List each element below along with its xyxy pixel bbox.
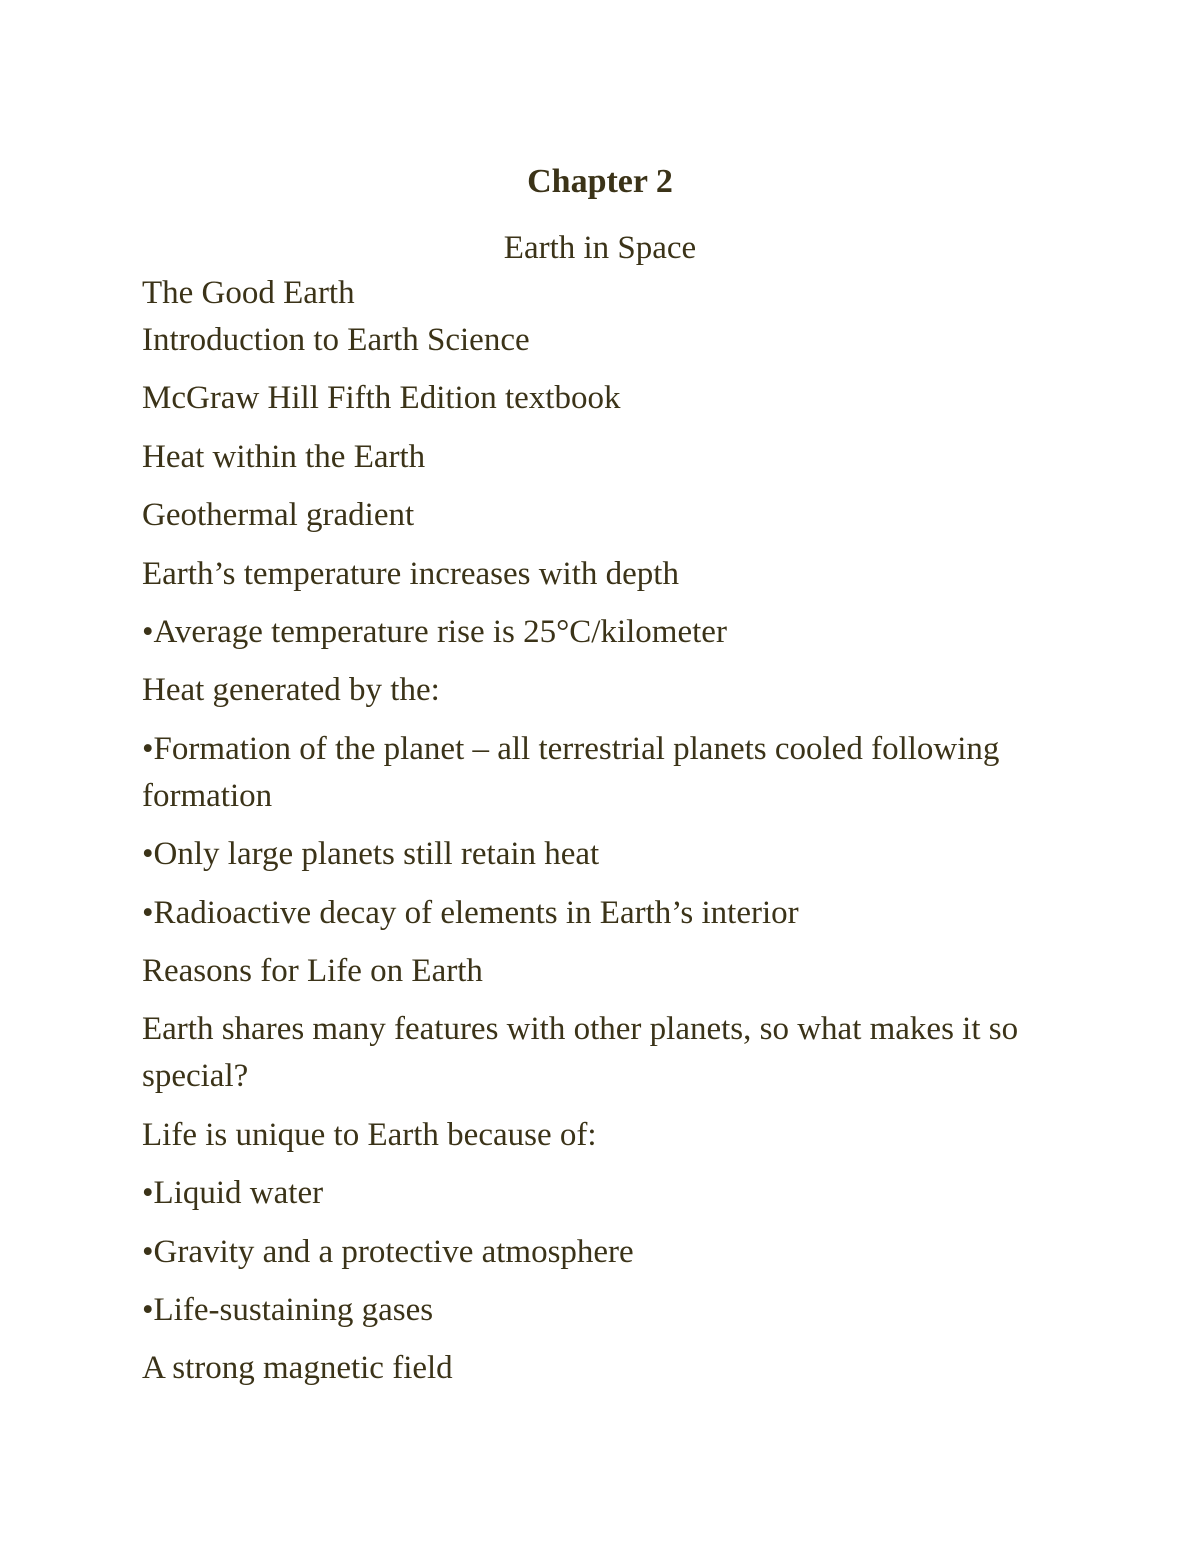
bullet-life-sustaining-gases: •Life-sustaining gases — [142, 1292, 434, 1328]
text-line-geothermal-gradient: Geothermal gradient — [142, 497, 415, 533]
text-line-good-earth: The Good Earth — [142, 275, 355, 311]
chapter-title: Chapter 2 — [527, 163, 673, 200]
text-line-heat-generated: Heat generated by the: — [142, 672, 440, 708]
text-line-heat-within-earth: Heat within the Earth — [142, 439, 426, 475]
chapter-subtitle: Earth in Space — [503, 230, 697, 266]
text-line-temperature-increases: Earth’s temperature increases with depth — [142, 556, 679, 592]
text-line-textbook: McGraw Hill Fifth Edition textbook — [142, 380, 621, 416]
bullet-radioactive-decay: •Radioactive decay of elements in Earth’s interior — [142, 895, 799, 931]
text-line-intro-earth-science: Introduction to Earth Science — [142, 322, 530, 358]
text-line-reasons-for-life: Reasons for Life on Earth — [142, 953, 483, 989]
text-line-life-unique: Life is unique to Earth because of: — [142, 1117, 597, 1153]
bullet-liquid-water: •Liquid water — [142, 1175, 324, 1211]
text-line-earth-shares-features: Earth shares many features with other planets, so what makes it so special? — [142, 1011, 1019, 1094]
bullet-gravity-atmosphere: •Gravity and a protective atmosphere — [142, 1234, 634, 1270]
bullet-average-temperature: •Average temperature rise is 25°C/kilometer — [142, 614, 727, 650]
bullet-formation-of-planet: •Formation of the planet – all terrestrial planets cooled following formation — [142, 731, 1000, 814]
text-line-magnetic-field: A strong magnetic field — [142, 1350, 453, 1386]
bullet-large-planets: •Only large planets still retain heat — [142, 836, 600, 872]
